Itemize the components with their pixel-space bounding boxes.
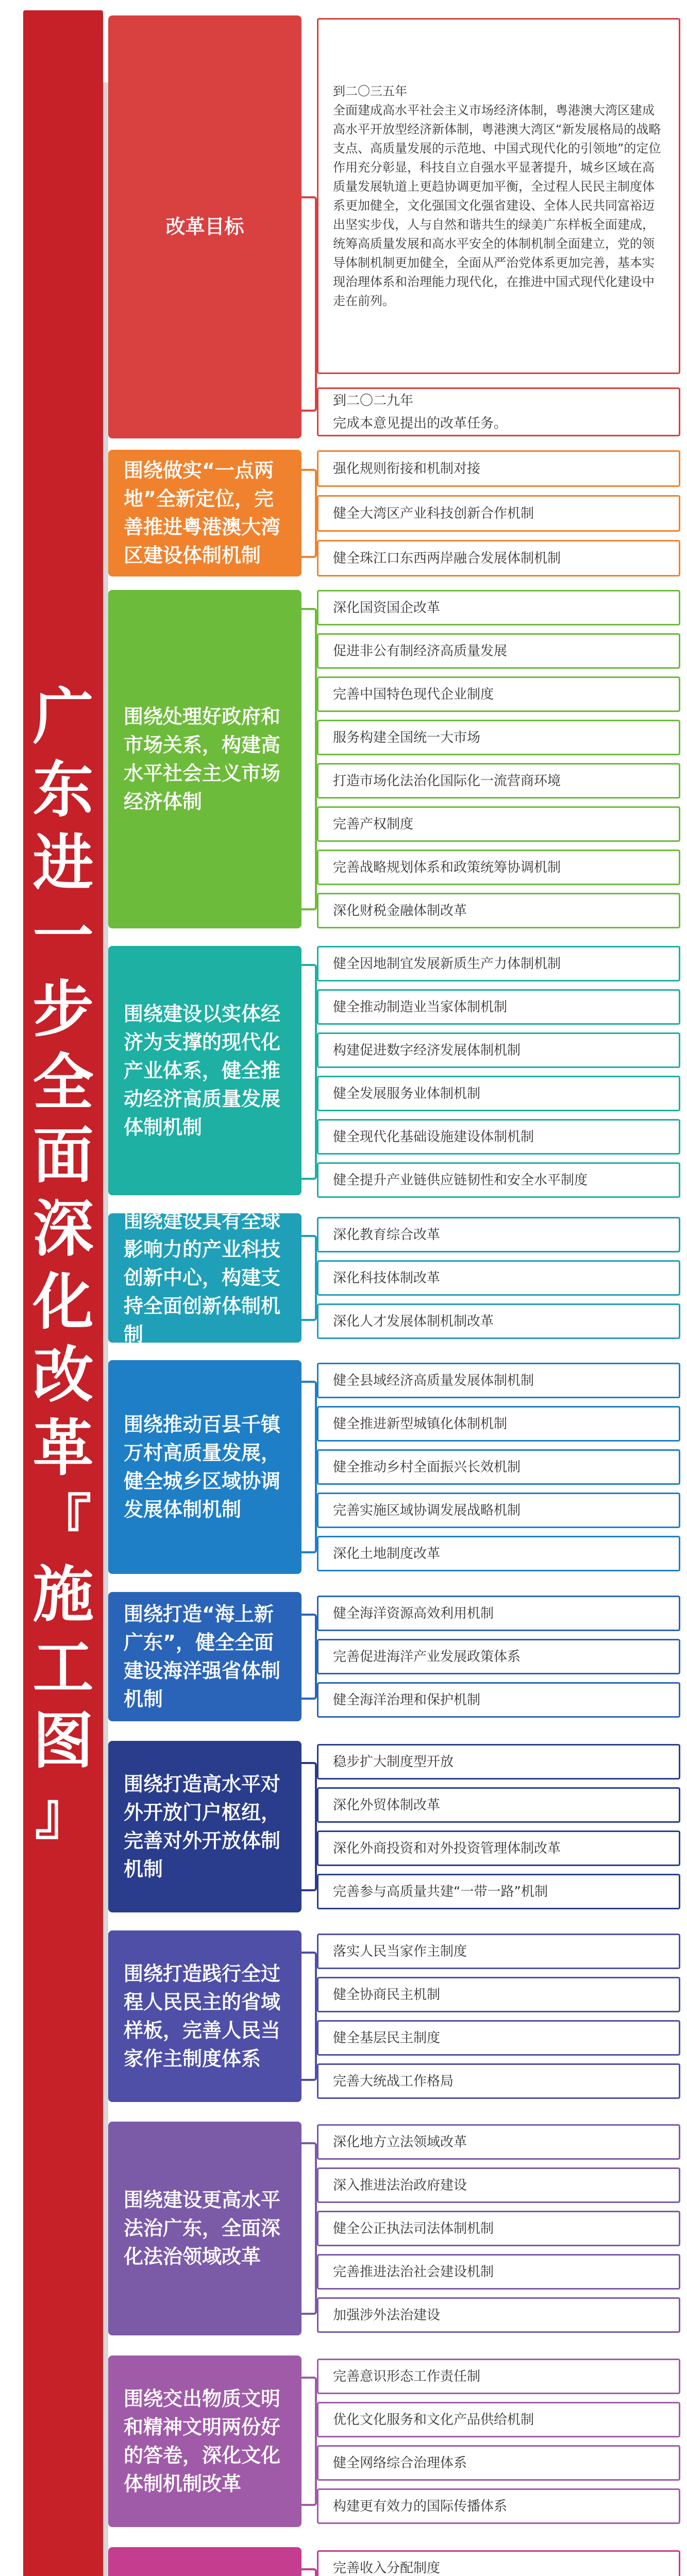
bracket-connector (301, 1614, 317, 1700)
task-text: 健全珠江口东西两岸融合发展体制机制 (333, 550, 561, 566)
task-text: 健全协商民主机制 (333, 1987, 441, 2003)
title-char: 施 (32, 1559, 94, 1630)
task-item (317, 1934, 680, 1969)
title-char: 『 (35, 1488, 92, 1554)
category-box (108, 1930, 301, 2102)
task-text: 构建更有效力的国际传播体系 (333, 2498, 508, 2514)
title-char: 一 (32, 901, 94, 972)
title-char: 东 (32, 754, 94, 825)
task-item (317, 2402, 680, 2437)
task-item (317, 1874, 680, 1909)
task-text: 完善大统战工作格局 (333, 2073, 454, 2089)
category-label: 围绕建设更高水平法治广东，全面深化法治领域改革 (124, 2189, 281, 2268)
task-item (317, 850, 680, 885)
connector-line (103, 82, 108, 2576)
title-char: 进 (32, 827, 94, 899)
bracket-connector (301, 608, 317, 910)
task-text: 健全公正执法司法体制机制 (333, 2221, 494, 2236)
title-char: 图 (32, 1705, 94, 1776)
category-label: 围绕建设以实体经济为支撑的现代化产业体系，健全推动经济高质量发展体制机制 (124, 1002, 281, 1139)
task-item (317, 495, 680, 532)
task-item (317, 946, 680, 981)
task-text: 完善实施区域协调发展战略机制 (333, 1502, 521, 1518)
title-char: 工 (32, 1632, 94, 1703)
category-label: 围绕打造“海上新广东”，健全全面建设海洋强省体制机制 (124, 1602, 281, 1710)
task-text: 到二〇三五年 全面建成高水平社会主义市场经济体制，粤港澳大湾区建成高水平开放型经济新体制，粤港澳大湾区“新发展格局的战略支点、高质量发展的示范地、中国式现代化的引领地”的定位作用充分彰显，科技自立自强水平显著提升，城乡区域在高质量发展轨道上更趋协调更加平衡，全过程人民民主制度体系更加健全，文化强国文化强省建设、全体人民共同富裕迈出坚实步伐，人与自然和谐共生的绿美广东样板全面建成，统筹高质量发展和高水平安全的体制机制全面建立，党的领导体制机制更加健全，全面从严治党体系更加完善，基本实现治理体系和治理能力现代化，在推进中国式现代化建设中走在前列。 (333, 83, 661, 308)
category-label: 围绕打造践行全过程人民民主的省域样板，完善人民当家作主制度体系 (124, 1962, 281, 2070)
task-item (317, 1162, 680, 1198)
page-title (23, 680, 103, 1851)
title-char: 步 (32, 974, 94, 1045)
task-item (317, 1303, 680, 1339)
category-box (108, 2122, 301, 2335)
category-box (108, 1741, 301, 1912)
bracket-connector (301, 964, 317, 1180)
task-item (317, 1596, 680, 1631)
task-text: 健全发展服务业体制机制 (333, 1086, 481, 1101)
task-item (317, 387, 680, 436)
task-item (317, 1682, 680, 1718)
task-item (317, 590, 680, 625)
category-box (108, 1592, 301, 1721)
task-item (317, 763, 680, 799)
task-item (317, 806, 680, 842)
task-item (317, 2167, 680, 2203)
category-label: 围绕处理好政府和市场关系，构建高水平社会主义市场经济体制 (124, 705, 281, 813)
task-item (317, 1217, 680, 1252)
task-item (317, 2020, 680, 2056)
category-label: 改革目标 (165, 215, 244, 238)
task-item (317, 450, 680, 487)
category-label: 围绕推动百县千镇万村高质量发展，健全城乡区域协调发展体制机制 (124, 1413, 281, 1521)
task-item (317, 1493, 680, 1528)
task-item (317, 1076, 680, 1111)
task-item (317, 1406, 680, 1442)
category-box (108, 2355, 301, 2527)
task-text: 健全推动制造业当家体制机制 (333, 999, 508, 1015)
task-text: 健全现代化基础设施建设体制机制 (333, 1129, 534, 1145)
category-box (108, 15, 301, 438)
task-text: 促进非公有制经济高质量发展 (333, 643, 508, 659)
task-item (317, 540, 680, 577)
bracket-connector (301, 1952, 317, 2081)
title-char: 深 (32, 1193, 94, 1264)
task-item (317, 2488, 680, 2524)
task-text: 深化地方立法领域改革 (333, 2134, 467, 2150)
task-text: 健全推进新型城镇化体制机制 (333, 1416, 508, 1432)
category-box (108, 1210, 301, 1346)
bracket-connector (301, 2568, 317, 2576)
category-label: 围绕做实“一点两地”全新定位，完善推进粤港澳大湾区建设体制机制 (124, 459, 281, 567)
bracket-connector (301, 2377, 317, 2506)
task-text: 完善收入分配制度 (333, 2560, 441, 2576)
title-char: 』 (35, 1781, 92, 1847)
task-item (317, 18, 680, 374)
task-text: 健全海洋治理和保护机制 (333, 1692, 481, 1708)
task-item (317, 2063, 680, 2099)
task-text: 到二〇二九年 完成本意见提出的改革任务。 (333, 393, 508, 431)
bracket-connector (301, 1762, 317, 1891)
category-label: 围绕建设具有全球影响力的产业科技创新中心，构建支持全面创新体制机制 (124, 1210, 281, 1346)
task-item (317, 893, 680, 928)
task-item (317, 1787, 680, 1823)
task-text: 完善意识形态工作责任制 (333, 2368, 481, 2384)
task-text: 深化科技体制改革 (333, 1270, 441, 1286)
bracket-connector (301, 196, 317, 412)
task-text: 健全因地制宜发展新质生产力体制机制 (333, 956, 561, 972)
category-label: 围绕交出物质文明和精神文明两份好的答卷，深化文化体制机制改革 (124, 2387, 281, 2495)
task-text: 落实人民当家作主制度 (333, 1943, 467, 1959)
category-box (108, 590, 301, 928)
task-text: 构建促进数字经济发展体制机制 (333, 1042, 521, 1058)
task-item (317, 1119, 680, 1155)
task-text: 加强涉外法治建设 (333, 2307, 441, 2323)
task-text: 优化文化服务和文化产品供给机制 (333, 2412, 534, 2428)
task-item (317, 1977, 680, 2012)
task-text: 强化规则衔接和机制对接 (333, 461, 481, 477)
task-text: 健全提升产业链供应链韧性和安全水平制度 (333, 1172, 588, 1188)
task-text: 深化财税金融体制改革 (333, 903, 467, 919)
title-char: 全 (32, 1047, 94, 1118)
category-box (108, 1360, 301, 1574)
task-item (317, 1639, 680, 1674)
task-item (317, 1831, 680, 1866)
task-text: 深化外贸体制改革 (333, 1797, 441, 1813)
task-text: 深化外商投资和对外投资管理体制改革 (333, 1840, 561, 1856)
task-item (317, 2445, 680, 2481)
task-text: 完善推进法治社会建设机制 (333, 2264, 494, 2280)
task-text: 健全大湾区产业科技创新合作机制 (333, 505, 534, 521)
task-item (317, 1536, 680, 1571)
task-text: 深入推进法治政府建设 (333, 2177, 467, 2193)
task-text: 稳步扩大制度型开放 (333, 1754, 454, 1770)
category-label: 围绕打造高水平对外开放门户枢纽，完善对外开放体制机制 (124, 1772, 281, 1880)
task-item (317, 2297, 680, 2333)
title-char: 面 (32, 1120, 94, 1191)
task-text: 完善产权制度 (333, 816, 414, 832)
task-item (317, 676, 680, 712)
task-item (317, 2550, 680, 2576)
bracket-connector (301, 469, 317, 558)
task-text: 完善战略规划体系和政策统筹协调机制 (333, 859, 561, 875)
bracket-connector (301, 2142, 317, 2315)
task-item (317, 989, 680, 1025)
category-box (108, 2547, 301, 2576)
task-text: 深化土地制度改革 (333, 1546, 441, 1562)
task-item (317, 1363, 680, 1398)
task-text: 健全推动乡村全面振兴长效机制 (333, 1459, 521, 1475)
bracket-connector (301, 1381, 317, 1553)
task-text: 完善促进海洋产业发展政策体系 (333, 1649, 521, 1665)
task-item (317, 720, 680, 755)
task-item (317, 2211, 680, 2246)
task-text: 健全基层民主制度 (333, 2030, 441, 2046)
task-text: 完善参与高质量共建“一带一路”机制 (333, 1884, 548, 1900)
title-char: 革 (32, 1413, 94, 1484)
task-item (317, 1449, 680, 1485)
title-bar (23, 10, 103, 2576)
task-text: 完善中国特色现代企业制度 (333, 686, 494, 702)
task-text: 打造市场化法治化国际化一流营商环境 (333, 773, 561, 789)
task-text: 深化人才发展体制机制改革 (333, 1313, 494, 1329)
category-box (108, 946, 301, 1195)
bracket-connector (301, 1235, 317, 1321)
task-item (317, 1744, 680, 1780)
task-item (317, 633, 680, 669)
task-text: 服务构建全国统一大市场 (333, 730, 481, 745)
title-char: 改 (32, 1340, 94, 1411)
task-item (317, 1032, 680, 1068)
title-char: 广 (32, 681, 94, 752)
task-text: 健全网络综合治理体系 (333, 2455, 467, 2471)
task-item (317, 2124, 680, 2160)
title-char: 化 (32, 1266, 94, 1337)
task-text: 健全县域经济高质量发展体制机制 (333, 1372, 534, 1388)
category-box (108, 450, 301, 577)
task-text: 健全海洋资源高效利用机制 (333, 1605, 494, 1621)
task-item (317, 2359, 680, 2394)
task-item (317, 2254, 680, 2290)
task-text: 深化教育综合改革 (333, 1227, 441, 1243)
task-text: 深化国资国企改革 (333, 600, 441, 616)
task-item (317, 1260, 680, 1296)
